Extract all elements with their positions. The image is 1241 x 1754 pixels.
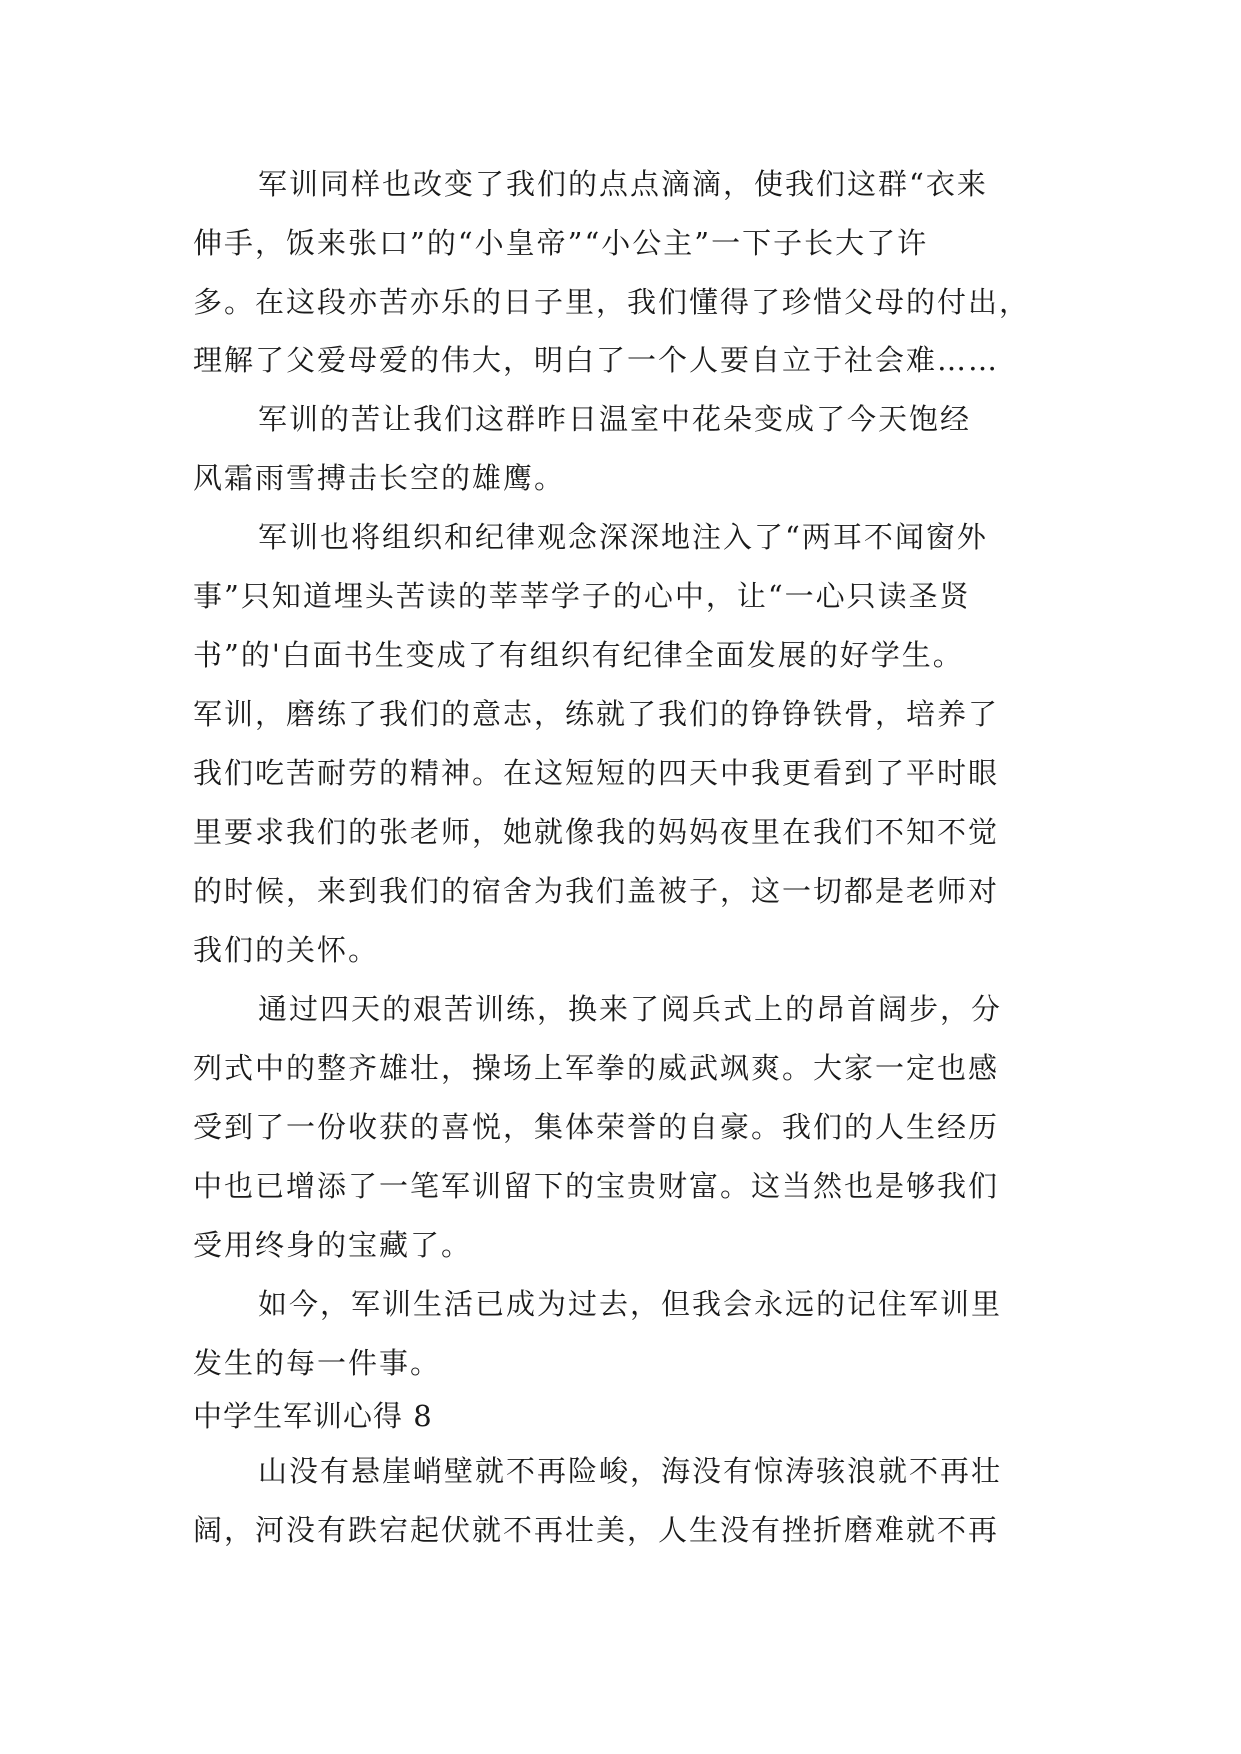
text-line: 伸手，饭来张口”的“小皇帝”“小公主”一下子长大了许 (193, 226, 929, 260)
text-line: 如今，军训生活已成为过去，但我会永远的记住军训里 (258, 1287, 1003, 1321)
text-line: 列式中的整齐雄壮，操场上军拳的威武飒爽。大家一定也感 (193, 1051, 1000, 1085)
text-line: 受用终身的宝藏了。 (193, 1228, 473, 1262)
text-line: 受到了一份收获的喜悦，集体荣誉的自豪。我们的人生经历 (193, 1110, 1000, 1144)
text-line: 军训也将组织和纪律观念深深地注入了“两耳不闻窗外 (258, 520, 988, 554)
text-line: 我们吃苦耐劳的精神。在这短短的四天中我更看到了平时眼 (193, 756, 1000, 790)
text-line: 发生的每一件事。 (193, 1346, 442, 1380)
text-line: 通过四天的艰苦训练，换来了阅兵式上的昂首阔步，分 (258, 992, 1003, 1026)
text-line: 理解了父爱母爱的伟大，明白了一个人要自立于社会难…… (193, 343, 1000, 377)
text-line: 军训同样也改变了我们的点点滴滴，使我们这群“衣来 (258, 167, 988, 201)
text-line: 里要求我们的张老师，她就像我的妈妈夜里在我们不知不觉 (193, 815, 1000, 849)
text-line: 军训的苦让我们这群昨日温室中花朵变成了今天饱经 (258, 402, 972, 436)
text-line: 山没有悬崖峭壁就不再险峻，海没有惊涛骇浪就不再壮 (258, 1454, 1003, 1488)
text-line: 风霜雨雪搏击长空的雄鹰。 (193, 461, 566, 495)
text-line: 我们的关怀。 (193, 933, 380, 967)
text-line: 多。在这段亦苦亦乐的日子里，我们懂得了珍惜父母的付出， (193, 285, 1031, 319)
section-heading: 中学生军训心得 8 (193, 1399, 433, 1433)
text-line: 的时候，来到我们的宿舍为我们盖被子，这一切都是老师对 (193, 874, 1000, 908)
text-line: 阔，河没有跌宕起伏就不再壮美，人生没有挫折磨难就不再 (193, 1513, 1000, 1547)
text-line: 军训，磨练了我们的意志，练就了我们的铮铮铁骨，培养了 (193, 697, 1000, 731)
text-line: 书”的'白面书生变成了有组织有纪律全面发展的好学生。 (193, 638, 964, 672)
text-line: 事”只知道埋头苦读的莘莘学子的心中，让“一心只读圣贤 (193, 579, 971, 613)
text-line: 中也已增添了一笔军训留下的宝贵财富。这当然也是够我们 (193, 1169, 1000, 1203)
